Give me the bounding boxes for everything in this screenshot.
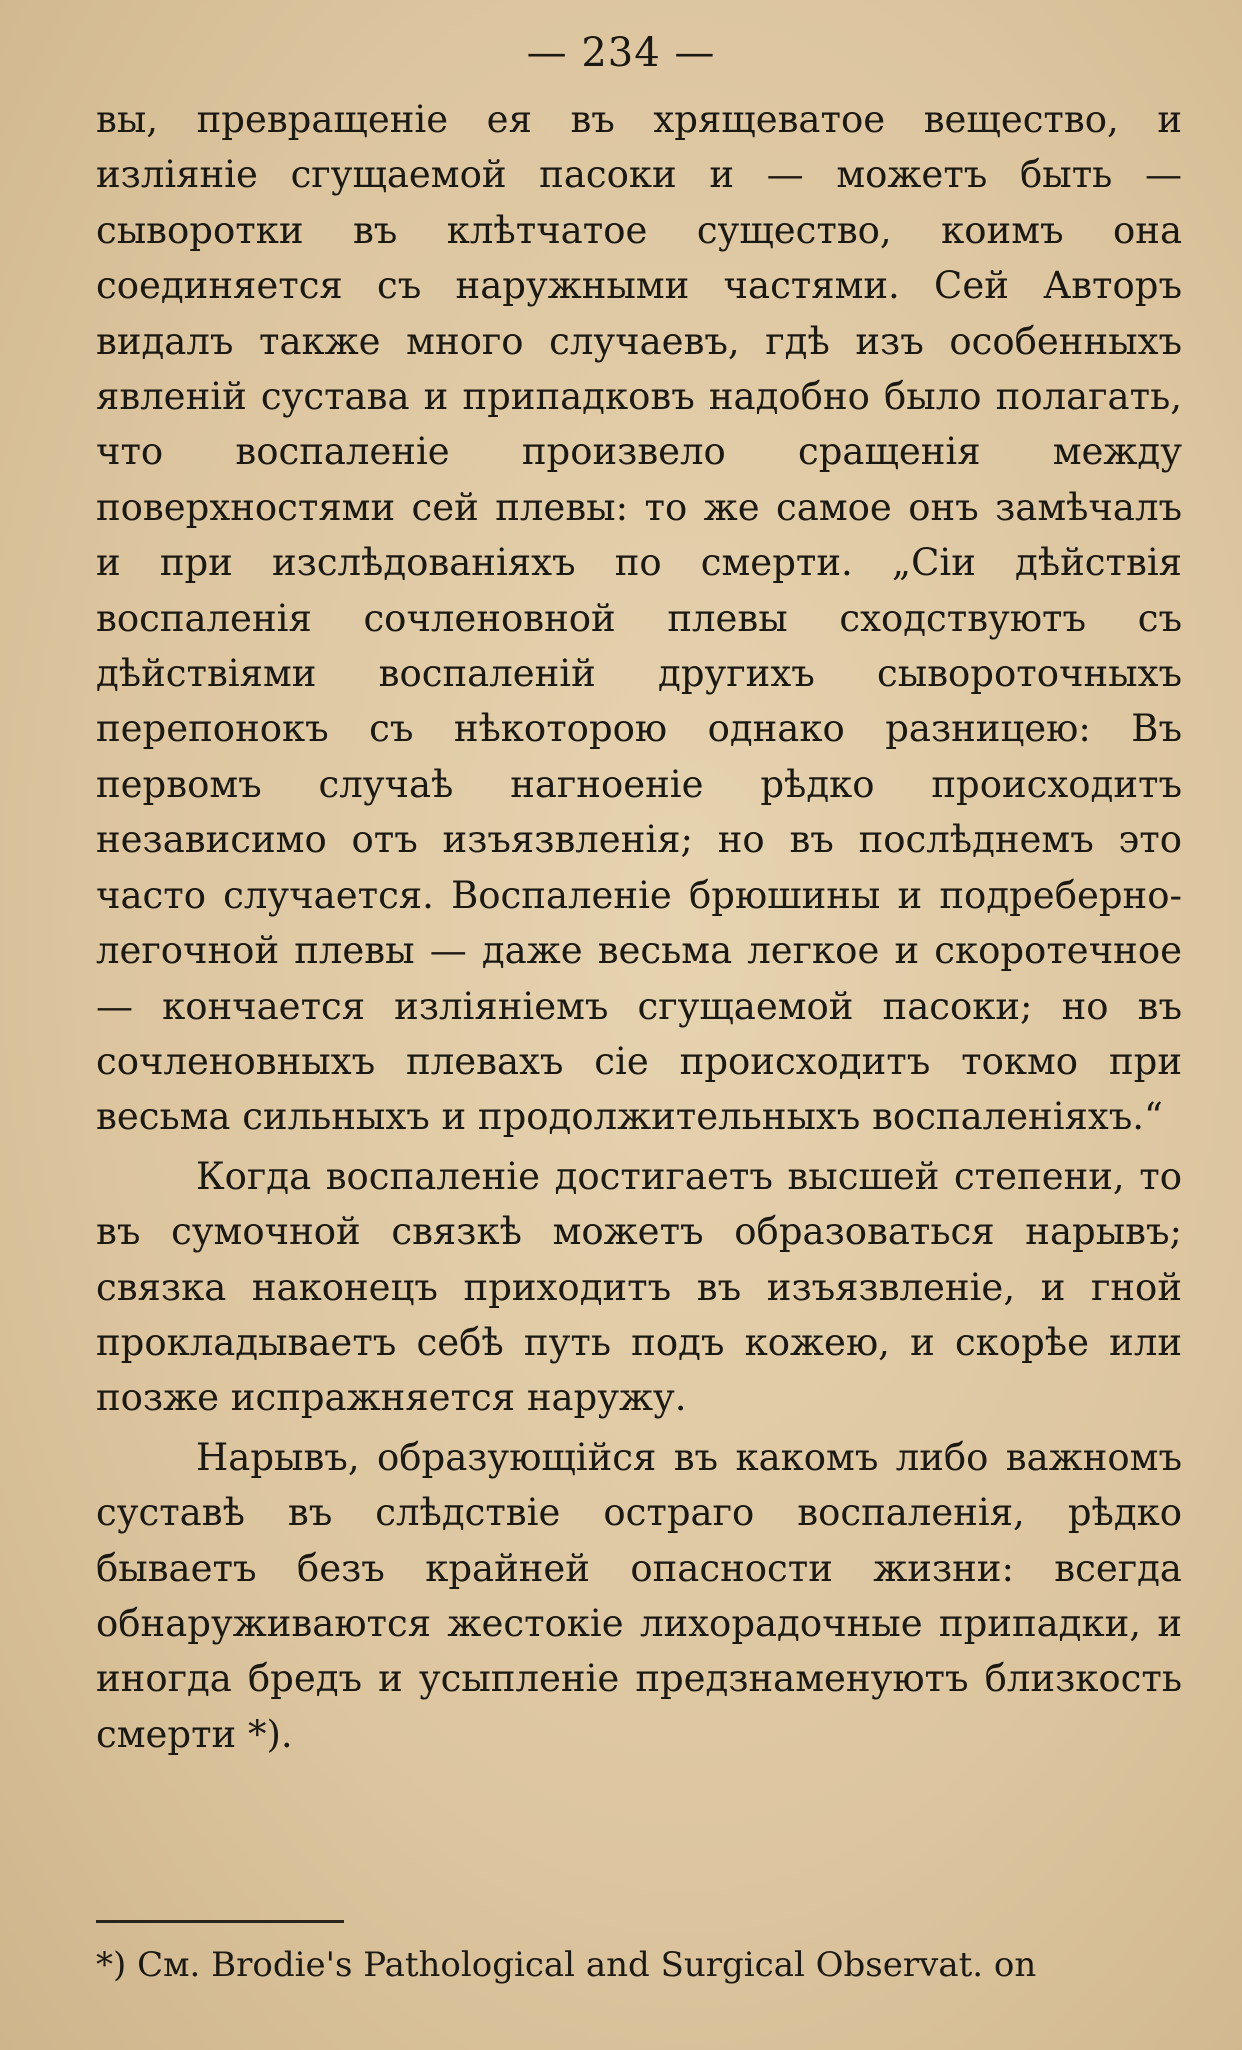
paragraph-1: вы, превращеніе ея въ хрящеватое вещество, и изліяніе сгущаемой пасоки и — можетъ быть — сыворотки въ клѣтчатое существо, коимъ она соединяется съ наружными частями. Сей Авторъ видалъ также много случаевъ, гдѣ изъ особенныхъ явленій сустава и припадковъ надобно было полагать, что воспаленіе произвело сращенія между поверхностями сей плевы: то же самое онъ замѣчалъ и при изслѣдованіяхъ по смерти. „Сіи дѣйствія воспаленія сочленовной плевы сходствуютъ съ дѣйствіями воспаленій другихъ сывороточныхъ перепонокъ съ нѣкоторою однако разницею: Въ первомъ случаѣ нагноеніе рѣдко происходитъ независимо отъ изъязвленія; но въ послѣднемъ это часто случается. Воспаленіе брюшины и подреберно-легочной плевы — даже весьма легкое и скоротечное — кончается изліяніемъ сгущаемой пасоки; но въ сочленовныхъ плевахъ сіе происходитъ токмо при весьма сильныхъ и продолжительныхъ воспаленіяхъ.“ — [96, 98, 1182, 1139]
paragraph-2: Когда воспаленіе достигаетъ высшей степени, то въ сумочной связкѣ можетъ образоваться нарывъ; связка наконецъ приходитъ въ изъязвленіе, и гной прокладываетъ себѣ путь подъ кожею, и скорѣе или позже испражняется наружу. — [96, 1154, 1182, 1420]
paragraph-3: Нарывъ, образующійся въ какомъ либо важномъ суставѣ въ слѣдствіе остраго воспаленія, рѣдко бываетъ безъ крайней опасности жизни: всегда обнаруживаются жестокіе лихорадочные припадки, и иногда бредъ и усыпленіе предзнаменуютъ близкость смерти *). — [96, 1435, 1182, 1756]
footnote-divider — [96, 1920, 344, 1923]
page-number: — 234 — — [526, 30, 716, 76]
footnote: *) См. Brodie's Pathological and Surgical Observat. on — [96, 1945, 1037, 1985]
body-text — [96, 92, 1182, 1762]
